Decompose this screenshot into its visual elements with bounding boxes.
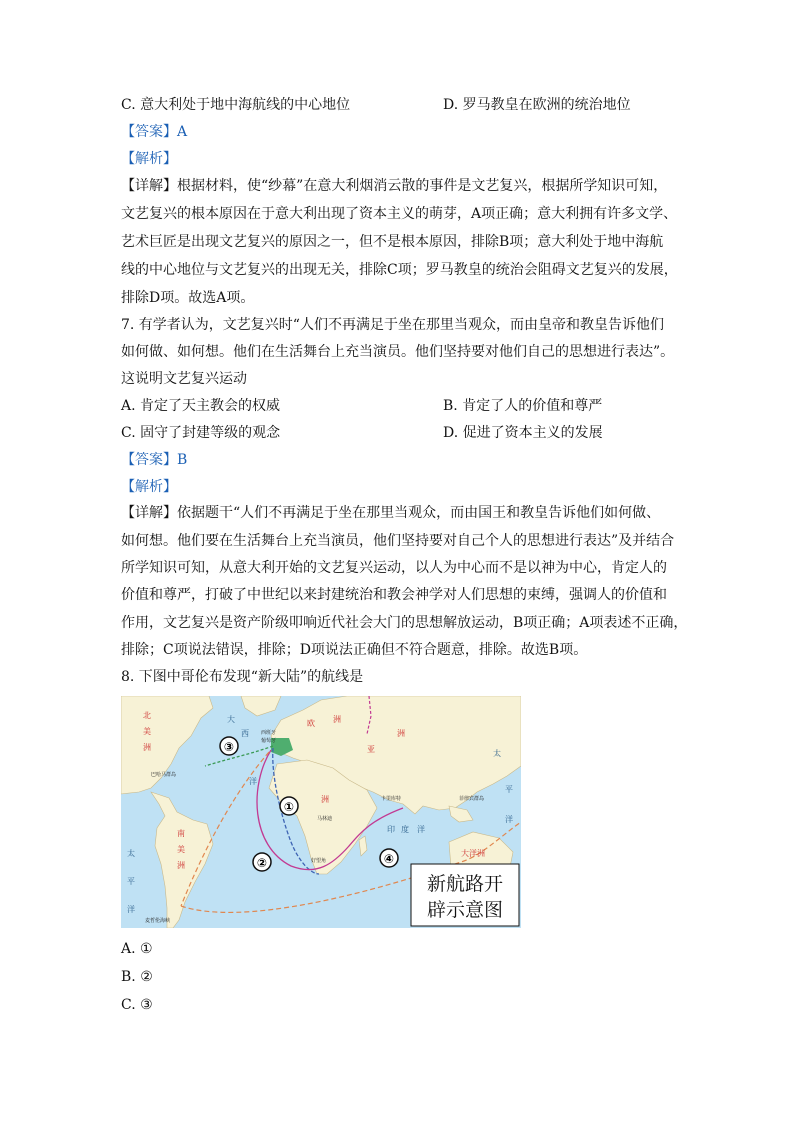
q7-detail-line: 所学知识可知，从意大利开始的文艺复兴运动，以人为中心而不是以神为中心，肯定人的 <box>121 560 667 576</box>
svg-text:②: ② <box>256 856 268 870</box>
svg-text:巴哈马群岛: 巴哈马群岛 <box>151 772 177 778</box>
svg-text:辟示意图: 辟示意图 <box>426 899 504 921</box>
q7-answer: 【答案】B <box>121 452 188 468</box>
svg-text:欧: 欧 <box>307 719 315 728</box>
q8-stem: 8. 下图中哥伦布发现“新大陆”的航线是 <box>121 669 364 685</box>
svg-text:③: ③ <box>223 740 235 754</box>
q6-answer <box>121 122 187 142</box>
svg-text:洲: 洲 <box>321 795 329 804</box>
q8-option-b: B. ② <box>121 969 153 985</box>
new-routes-map <box>121 696 521 928</box>
svg-text:新航路开: 新航路开 <box>426 873 504 895</box>
svg-text:好望角: 好望角 <box>311 858 327 864</box>
q7-stem-line: 如何做、如何想。他们在生活舞台上充当演员。他们坚持要对他们自己的思想进行表达”。 <box>121 344 675 360</box>
svg-text:南: 南 <box>177 829 185 838</box>
svg-text:洋: 洋 <box>417 825 425 834</box>
svg-text:平: 平 <box>127 877 135 886</box>
svg-text:洋: 洋 <box>249 777 257 786</box>
q7-option-c: C. 固守了封建等级的观念 <box>121 425 281 441</box>
q7-option-b: B. 肯定了人的价值和尊严 <box>443 398 603 414</box>
q7-detail-line: 排除；C项说法错误，排除；D项说法正确但不符合题意，排除。故选B项。 <box>121 642 588 658</box>
q6-detail-line: 排除D项。故选A项。 <box>121 290 255 306</box>
svg-text:洲: 洲 <box>177 861 185 870</box>
svg-text:亚: 亚 <box>367 745 375 754</box>
svg-text:洲: 洲 <box>333 715 341 724</box>
svg-text:度: 度 <box>401 825 409 834</box>
svg-text:太: 太 <box>127 849 135 858</box>
q7-option-d: D. 促进了资本主义的发展 <box>443 425 603 441</box>
svg-text:麦哲伦海峡: 麦哲伦海峡 <box>145 918 171 924</box>
svg-text:西班牙: 西班牙 <box>261 730 277 736</box>
svg-text:太: 太 <box>493 749 501 758</box>
q7-detail-line: 【详解】依据题干“人们不再满足于坐在那里当观众，而由国王和教皇告诉他们如何做、 <box>121 505 661 521</box>
q6-analysis-label: 【解析】 <box>121 151 177 167</box>
svg-text:卡里库特: 卡里库特 <box>381 796 402 802</box>
q6-detail-line: 艺术巨匠是出现文艺复兴的原因之一，但不是根本原因，排除B项；意大利处于地中海航 <box>121 234 664 250</box>
map-caption <box>411 864 519 926</box>
svg-text:④: ④ <box>383 852 395 866</box>
svg-text:①: ① <box>283 800 295 814</box>
svg-text:马林迪: 马林迪 <box>317 816 333 822</box>
q8-option-a: A. ① <box>121 941 153 957</box>
route-label-2 <box>253 853 271 871</box>
svg-text:洲: 洲 <box>397 729 405 738</box>
svg-text:洋: 洋 <box>127 905 135 914</box>
svg-text:葡萄牙: 葡萄牙 <box>261 738 277 744</box>
svg-text:美: 美 <box>143 727 151 736</box>
q7-detail-line: 价值和尊严，打破了中世纪以来封建统治和教会神学对人们思想的束缚，强调人的价值和 <box>121 587 667 603</box>
svg-text:洋: 洋 <box>505 815 513 824</box>
q6-option-c: C. 意大利处于地中海航线的中心地位 <box>121 97 351 113</box>
svg-text:美: 美 <box>177 845 185 854</box>
q6-detail-line: 线的中心地位与文艺复兴的出现无关，排除C项；罗马教皇的统治会阻碍文艺复兴的发展， <box>121 262 678 278</box>
svg-text:菲律宾群岛: 菲律宾群岛 <box>459 796 485 802</box>
answer-text: 【答案】A <box>121 124 188 140</box>
q6-detail-line: 【详解】根据材料，使“纱幕”在意大利烟消云散的事件是文艺复兴，根据所学知识可知， <box>121 178 668 194</box>
svg-text:印: 印 <box>387 825 395 834</box>
q7-detail-line: 如何想。他们要在生活舞台上充当演员，他们坚持要对自己个人的思想进行表达”及并结合 <box>121 533 675 549</box>
svg-text:大: 大 <box>227 715 235 724</box>
q8-option-c: C. ③ <box>121 997 153 1013</box>
svg-text:大洋洲: 大洋洲 <box>461 849 485 858</box>
q7-detail-line: 作用，文艺复兴是资产阶级叩响近代社会大门的思想解放运动，B项正确；A项表述不正确， <box>121 615 688 631</box>
route-label-1 <box>280 797 298 815</box>
svg-text:洲: 洲 <box>143 743 151 752</box>
svg-text:平: 平 <box>505 785 513 794</box>
q7-option-a: A. 肯定了天主教会的权威 <box>121 398 281 414</box>
q6-option-d: D. 罗马教皇在欧洲的统治地位 <box>443 97 631 113</box>
route-label-3 <box>220 737 238 755</box>
q7-stem-line: 7. 有学者认为，文艺复兴时“人们不再满足于坐在那里当观众，而由皇帝和教皇告诉他们 <box>121 317 664 333</box>
route-label-4 <box>380 849 398 867</box>
q6-detail-line: 文艺复兴的根本原因在于意大利出现了资本主义的萌芽，A项正确；意大利拥有许多文学、 <box>121 206 678 222</box>
q7-analysis-label: 【解析】 <box>121 479 177 495</box>
svg-text:北: 北 <box>143 711 151 720</box>
q7-stem-line: 这说明文艺复兴运动 <box>121 371 247 387</box>
svg-text:西: 西 <box>241 729 249 738</box>
